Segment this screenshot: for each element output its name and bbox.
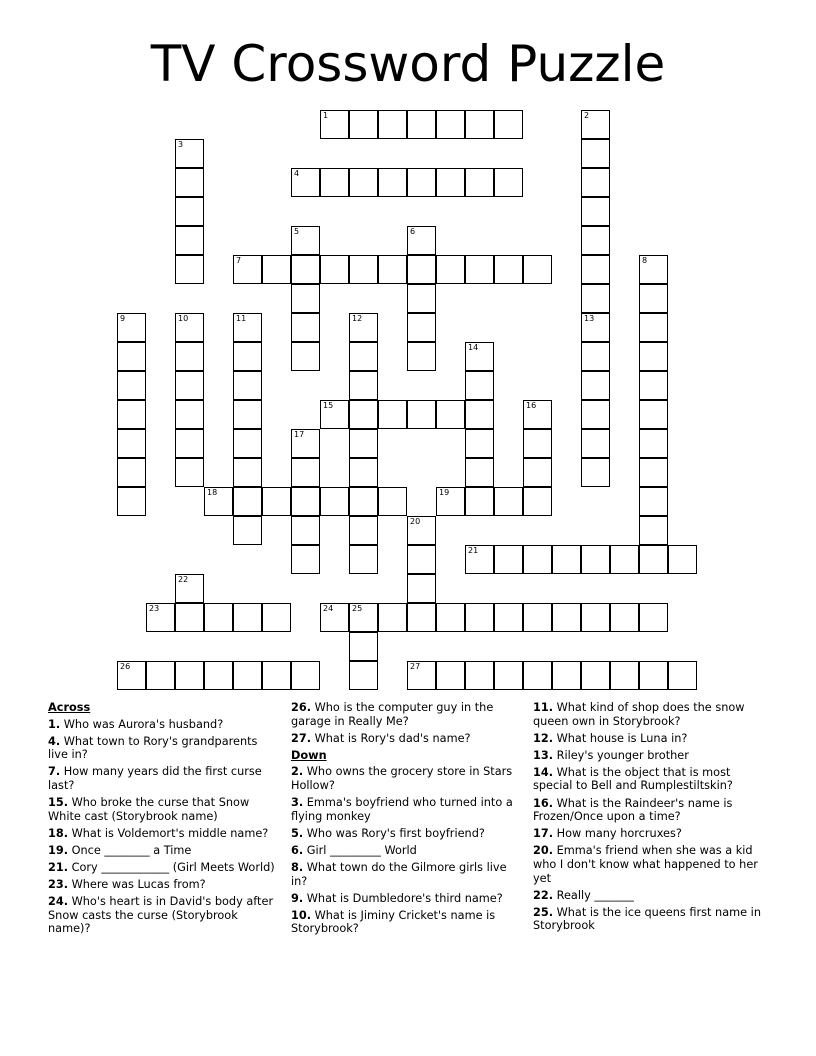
grid-cell[interactable] <box>436 400 465 429</box>
clue-text: Emma's friend when she was a kid who I don't know what happened to her yet <box>533 844 758 885</box>
clue-text: How many years did the first curse last? <box>48 765 262 792</box>
across-heading: Across <box>48 701 91 714</box>
clue-number-label: 24. <box>48 895 69 909</box>
grid-cell[interactable] <box>581 255 610 284</box>
grid-cell[interactable] <box>378 400 407 429</box>
grid-cell[interactable] <box>581 342 610 371</box>
grid-cell[interactable] <box>465 661 494 690</box>
grid-cell[interactable] <box>378 487 407 516</box>
grid-cell[interactable] <box>175 197 204 226</box>
grid-cell[interactable] <box>465 487 494 516</box>
grid-cell[interactable] <box>552 545 581 574</box>
grid-cell[interactable] <box>175 313 204 342</box>
grid-cell[interactable] <box>349 255 378 284</box>
clue-number: 15 <box>323 401 334 410</box>
grid-cell[interactable] <box>117 400 146 429</box>
grid-cell[interactable] <box>639 661 668 690</box>
grid-cell[interactable] <box>291 487 320 516</box>
clue-number-label: 20. <box>533 844 554 858</box>
down-heading: Down <box>291 748 327 762</box>
grid-cell[interactable] <box>262 603 291 632</box>
clue-number: 6 <box>410 227 416 236</box>
grid-cell[interactable] <box>407 400 436 429</box>
grid-cell[interactable] <box>117 342 146 371</box>
clue-text: Who was Aurora's husband? <box>60 717 224 731</box>
grid-cell[interactable] <box>407 313 436 342</box>
grid-cell[interactable] <box>581 661 610 690</box>
grid-cell[interactable] <box>233 603 262 632</box>
clue-text: Who owns the grocery store in Stars Hollow? <box>291 765 513 792</box>
grid-cell[interactable] <box>349 545 378 574</box>
grid-cell[interactable] <box>204 661 233 690</box>
grid-cell[interactable] <box>523 661 552 690</box>
clue-text: What is Voldemort's middle name? <box>68 826 269 840</box>
grid-cell[interactable] <box>175 603 204 632</box>
clue-column-3 <box>533 701 773 936</box>
grid-cell[interactable] <box>465 255 494 284</box>
grid-cell[interactable] <box>465 603 494 632</box>
clue <box>48 735 280 762</box>
grid-cell[interactable] <box>320 400 349 429</box>
grid-cell[interactable] <box>581 603 610 632</box>
grid-cell[interactable] <box>407 168 436 197</box>
grid-cell[interactable] <box>204 487 233 516</box>
grid-cell[interactable] <box>581 545 610 574</box>
clue-text: Girl _________ World <box>303 843 417 857</box>
clue-number-label: 1. <box>48 717 61 731</box>
clue-number-label: 13. <box>533 748 554 762</box>
grid-cell[interactable] <box>262 487 291 516</box>
grid-cell[interactable] <box>349 632 378 661</box>
clue-number: 25 <box>352 604 363 613</box>
clue <box>533 749 773 763</box>
grid-cell[interactable] <box>581 226 610 255</box>
clue-text: How many horcruxes? <box>553 827 682 841</box>
grid-cell[interactable] <box>494 255 523 284</box>
grid-cell[interactable] <box>291 313 320 342</box>
clue-text: Where was Lucas from? <box>68 878 206 892</box>
clue-text: Who is the computer guy in the garage in Really Me? <box>291 701 494 728</box>
grid-cell[interactable] <box>436 110 465 139</box>
grid-cell[interactable] <box>117 429 146 458</box>
clue-number-label: 14. <box>533 765 554 779</box>
grid-cell[interactable] <box>581 313 610 342</box>
clue-number-label: 27. <box>291 731 312 745</box>
grid-cell[interactable] <box>668 661 697 690</box>
clue-text: What kind of shop does the snow queen own in Storybrook? <box>533 701 745 728</box>
grid-cell[interactable] <box>320 603 349 632</box>
grid-cell[interactable] <box>494 110 523 139</box>
clue <box>533 701 773 728</box>
grid-cell[interactable] <box>494 487 523 516</box>
clue <box>533 732 773 746</box>
clue-text: What is the ice queens first name in Storybrook <box>533 905 761 933</box>
clue-number-label: 17. <box>533 827 554 841</box>
grid-cell[interactable] <box>291 342 320 371</box>
clue-number-label: 26. <box>291 701 312 714</box>
grid-cell[interactable] <box>291 516 320 545</box>
grid-cell[interactable] <box>175 371 204 400</box>
clue-text: Who was Rory's first boyfriend? <box>303 826 485 840</box>
grid-cell[interactable] <box>668 545 697 574</box>
clue-number: 2 <box>584 111 590 120</box>
grid-cell[interactable] <box>378 110 407 139</box>
grid-cell[interactable] <box>175 429 204 458</box>
grid-cell[interactable] <box>639 487 668 516</box>
clue-text: What house is Luna in? <box>553 731 688 745</box>
grid-cell[interactable] <box>494 603 523 632</box>
clue-number: 5 <box>294 227 300 236</box>
clue-text: What is the object that is most special to Bell and Rumplestiltskin? <box>533 765 733 793</box>
grid-cell[interactable] <box>436 487 465 516</box>
clue <box>291 892 523 906</box>
grid-cell[interactable] <box>349 110 378 139</box>
clue-number: 22 <box>178 575 189 584</box>
grid-cell[interactable] <box>407 545 436 574</box>
grid-cell[interactable] <box>233 255 262 284</box>
clue-text: Who broke the curse that Snow White cast (Storybrook name) <box>48 796 250 823</box>
grid-cell[interactable] <box>175 139 204 168</box>
clue-number: 4 <box>294 169 300 178</box>
grid-cell[interactable] <box>233 342 262 371</box>
grid-cell[interactable] <box>436 661 465 690</box>
clue-number: 13 <box>584 314 595 323</box>
grid-cell[interactable] <box>407 255 436 284</box>
grid-cell[interactable] <box>233 400 262 429</box>
clue <box>291 701 523 728</box>
clue-number: 19 <box>439 488 450 497</box>
clue <box>48 827 280 841</box>
clue-number: 7 <box>236 256 242 265</box>
grid-cell[interactable] <box>204 603 233 632</box>
grid-cell[interactable] <box>175 661 204 690</box>
grid-cell[interactable] <box>233 661 262 690</box>
clue-column-1 <box>48 701 280 939</box>
clue-number-label: 3. <box>291 796 304 810</box>
grid-cell[interactable] <box>320 168 349 197</box>
grid-cell[interactable] <box>465 458 494 487</box>
grid-cell[interactable] <box>581 400 610 429</box>
clue-number-label: 22. <box>533 888 554 902</box>
grid-cell[interactable] <box>581 371 610 400</box>
clue <box>291 765 523 792</box>
clue-number: 26 <box>120 662 131 671</box>
clue-text: Riley's younger brother <box>553 748 689 762</box>
grid-cell[interactable] <box>262 661 291 690</box>
grid-cell[interactable] <box>320 255 349 284</box>
clue-text: What town do the Gilmore girls live in? <box>291 860 507 888</box>
clue-number-label: 23. <box>48 878 69 892</box>
grid-cell[interactable] <box>233 516 262 545</box>
clue <box>291 844 523 858</box>
grid-cell[interactable] <box>581 429 610 458</box>
grid-cell[interactable] <box>146 661 175 690</box>
clue-number: 18 <box>207 488 218 497</box>
grid-cell[interactable] <box>117 371 146 400</box>
grid-cell[interactable] <box>291 545 320 574</box>
clue-number-label: 12. <box>533 731 554 745</box>
clue <box>291 909 523 936</box>
grid-cell[interactable] <box>233 458 262 487</box>
clue <box>533 889 773 903</box>
clue-number-label: 21. <box>48 860 69 874</box>
grid-cell[interactable] <box>465 168 494 197</box>
grid-cell[interactable] <box>117 487 146 516</box>
clue-text: Who's heart is in David's body after Snow casts the curse (Storybrook name)? <box>48 895 274 936</box>
grid-cell[interactable] <box>523 400 552 429</box>
clue-text: Really _______ <box>553 888 634 902</box>
clue-number-label: 9. <box>291 891 304 905</box>
clue <box>48 895 280 936</box>
clue <box>48 765 280 792</box>
clue-number: 16 <box>526 401 537 410</box>
grid-cell[interactable] <box>349 603 378 632</box>
clue <box>291 796 523 823</box>
grid-cell[interactable] <box>262 255 291 284</box>
clue-number: 11 <box>236 314 247 323</box>
grid-cell[interactable] <box>378 603 407 632</box>
clue <box>533 827 773 841</box>
clue-number: 14 <box>468 343 479 352</box>
grid-cell[interactable] <box>349 313 378 342</box>
clue-number-label: 8. <box>291 860 304 874</box>
clue <box>48 861 280 875</box>
grid-cell[interactable] <box>175 458 204 487</box>
grid-cell[interactable] <box>320 110 349 139</box>
grid-cell[interactable] <box>639 284 668 313</box>
grid-cell[interactable] <box>639 458 668 487</box>
clue-number: 20 <box>410 517 421 526</box>
grid-cell[interactable] <box>349 487 378 516</box>
grid-cell[interactable] <box>175 168 204 197</box>
grid-cell[interactable] <box>233 313 262 342</box>
clue <box>533 766 773 793</box>
grid-cell[interactable] <box>291 284 320 313</box>
grid-cell[interactable] <box>117 458 146 487</box>
clue-text: Emma's boyfriend who turned into a flying monkey <box>291 796 513 823</box>
grid-cell[interactable] <box>523 458 552 487</box>
grid-cell[interactable] <box>523 429 552 458</box>
clue-text: What is Dumbledore's third name? <box>303 891 503 905</box>
grid-cell[interactable] <box>639 342 668 371</box>
grid-cell[interactable] <box>291 226 320 255</box>
grid-cell[interactable] <box>233 371 262 400</box>
grid-cell[interactable] <box>291 168 320 197</box>
clue-number-label: 15. <box>48 796 69 810</box>
grid-cell[interactable] <box>465 110 494 139</box>
clue-column-2 <box>291 701 523 939</box>
grid-cell[interactable] <box>233 487 262 516</box>
page-title: TV Crossword Puzzle <box>150 35 666 93</box>
grid-cell[interactable] <box>407 516 436 545</box>
grid-cell[interactable] <box>610 603 639 632</box>
grid-cell[interactable] <box>175 226 204 255</box>
clue-number: 24 <box>323 604 334 613</box>
grid-cell[interactable] <box>146 603 175 632</box>
clue-number: 8 <box>642 256 648 265</box>
clue-number: 17 <box>294 430 305 439</box>
clue-number: 12 <box>352 314 363 323</box>
grid-cell[interactable] <box>436 603 465 632</box>
clue-number-label: 19. <box>48 843 69 857</box>
clue-text: What is the Raindeer's name is Frozen/Once upon a time? <box>533 796 733 824</box>
grid-cell[interactable] <box>610 661 639 690</box>
grid-cell[interactable] <box>407 342 436 371</box>
clue <box>533 906 773 933</box>
clue <box>533 797 773 824</box>
clue-number-label: 11. <box>533 701 554 714</box>
grid-cell[interactable] <box>581 110 610 139</box>
grid-cell[interactable] <box>407 226 436 255</box>
grid-cell[interactable] <box>523 255 552 284</box>
grid-cell[interactable] <box>407 284 436 313</box>
clue-number-label: 4. <box>48 734 61 748</box>
grid-cell[interactable] <box>639 545 668 574</box>
clue-text: What is Rory's dad's name? <box>311 731 471 745</box>
grid-cell[interactable] <box>610 545 639 574</box>
clue-number: 21 <box>468 546 479 555</box>
grid-cell[interactable] <box>175 342 204 371</box>
grid-cell[interactable] <box>465 545 494 574</box>
grid-cell[interactable] <box>291 458 320 487</box>
grid-cell[interactable] <box>407 661 436 690</box>
clue <box>48 844 280 858</box>
grid-cell[interactable] <box>291 255 320 284</box>
grid-cell[interactable] <box>175 574 204 603</box>
grid-cell[interactable] <box>436 168 465 197</box>
grid-cell[interactable] <box>639 400 668 429</box>
grid-cell[interactable] <box>320 487 349 516</box>
clue-number-label: 5. <box>291 826 304 840</box>
grid-cell[interactable] <box>581 197 610 226</box>
grid-cell[interactable] <box>465 429 494 458</box>
clue-number: 10 <box>178 314 189 323</box>
clue-number-label: 25. <box>533 905 554 919</box>
clue-number-label: 2. <box>291 765 304 779</box>
grid-cell[interactable] <box>523 603 552 632</box>
clue-number-label: 18. <box>48 826 69 840</box>
clue-text: What is Jiminy Cricket's name is Storybrook? <box>291 908 496 936</box>
grid-cell[interactable] <box>639 313 668 342</box>
grid-cell[interactable] <box>639 603 668 632</box>
grid-cell[interactable] <box>349 458 378 487</box>
grid-cell[interactable] <box>436 255 465 284</box>
grid-cell[interactable] <box>407 110 436 139</box>
grid-cell[interactable] <box>639 255 668 284</box>
grid-cell[interactable] <box>639 371 668 400</box>
grid-cell[interactable] <box>581 458 610 487</box>
grid-cell[interactable] <box>349 516 378 545</box>
clue-text: Once ________ a Time <box>68 843 192 857</box>
clue <box>48 796 280 823</box>
grid-cell[interactable] <box>465 342 494 371</box>
clue-number: 27 <box>410 662 421 671</box>
grid-cell[interactable] <box>465 400 494 429</box>
grid-cell[interactable] <box>552 661 581 690</box>
grid-cell[interactable] <box>349 429 378 458</box>
clue-text: What town to Rory's grandparents live in? <box>48 734 258 762</box>
clue-number: 1 <box>323 111 329 120</box>
clue <box>48 878 280 892</box>
grid-cell[interactable] <box>465 371 494 400</box>
clue <box>48 718 280 732</box>
clue-number-label: 16. <box>533 796 554 810</box>
grid-cell[interactable] <box>407 574 436 603</box>
grid-cell[interactable] <box>552 603 581 632</box>
grid-cell[interactable] <box>175 255 204 284</box>
grid-cell[interactable] <box>117 661 146 690</box>
clue <box>291 732 523 746</box>
clue-text: Cory ____________ (Girl Meets World) <box>68 860 275 874</box>
grid-cell[interactable] <box>349 371 378 400</box>
grid-cell[interactable] <box>349 168 378 197</box>
grid-cell[interactable] <box>349 661 378 690</box>
clue-number: 3 <box>178 140 184 149</box>
clue <box>291 827 523 841</box>
grid-cell[interactable] <box>494 168 523 197</box>
clue-number-label: 6. <box>291 843 304 857</box>
grid-cell[interactable] <box>494 545 523 574</box>
grid-cell[interactable] <box>639 429 668 458</box>
grid-cell[interactable] <box>523 487 552 516</box>
grid-cell[interactable] <box>407 603 436 632</box>
grid-cell[interactable] <box>117 313 146 342</box>
clue-number: 23 <box>149 604 160 613</box>
grid-cell[interactable] <box>523 545 552 574</box>
clue-number-label: 10. <box>291 908 312 922</box>
clue <box>291 861 523 888</box>
grid-cell[interactable] <box>581 139 610 168</box>
grid-cell[interactable] <box>349 342 378 371</box>
grid-cell[interactable] <box>291 429 320 458</box>
grid-cell[interactable] <box>581 284 610 313</box>
grid-cell[interactable] <box>175 400 204 429</box>
grid-cell[interactable] <box>639 516 668 545</box>
grid-cell[interactable] <box>581 168 610 197</box>
clue-number-label: 7. <box>48 765 61 779</box>
grid-cell[interactable] <box>233 429 262 458</box>
clue-number: 9 <box>120 314 126 323</box>
clue <box>533 844 773 885</box>
grid-cell[interactable] <box>378 168 407 197</box>
grid-cell[interactable] <box>349 400 378 429</box>
grid-cell[interactable] <box>494 661 523 690</box>
grid-cell[interactable] <box>378 255 407 284</box>
grid-cell[interactable] <box>291 661 320 690</box>
